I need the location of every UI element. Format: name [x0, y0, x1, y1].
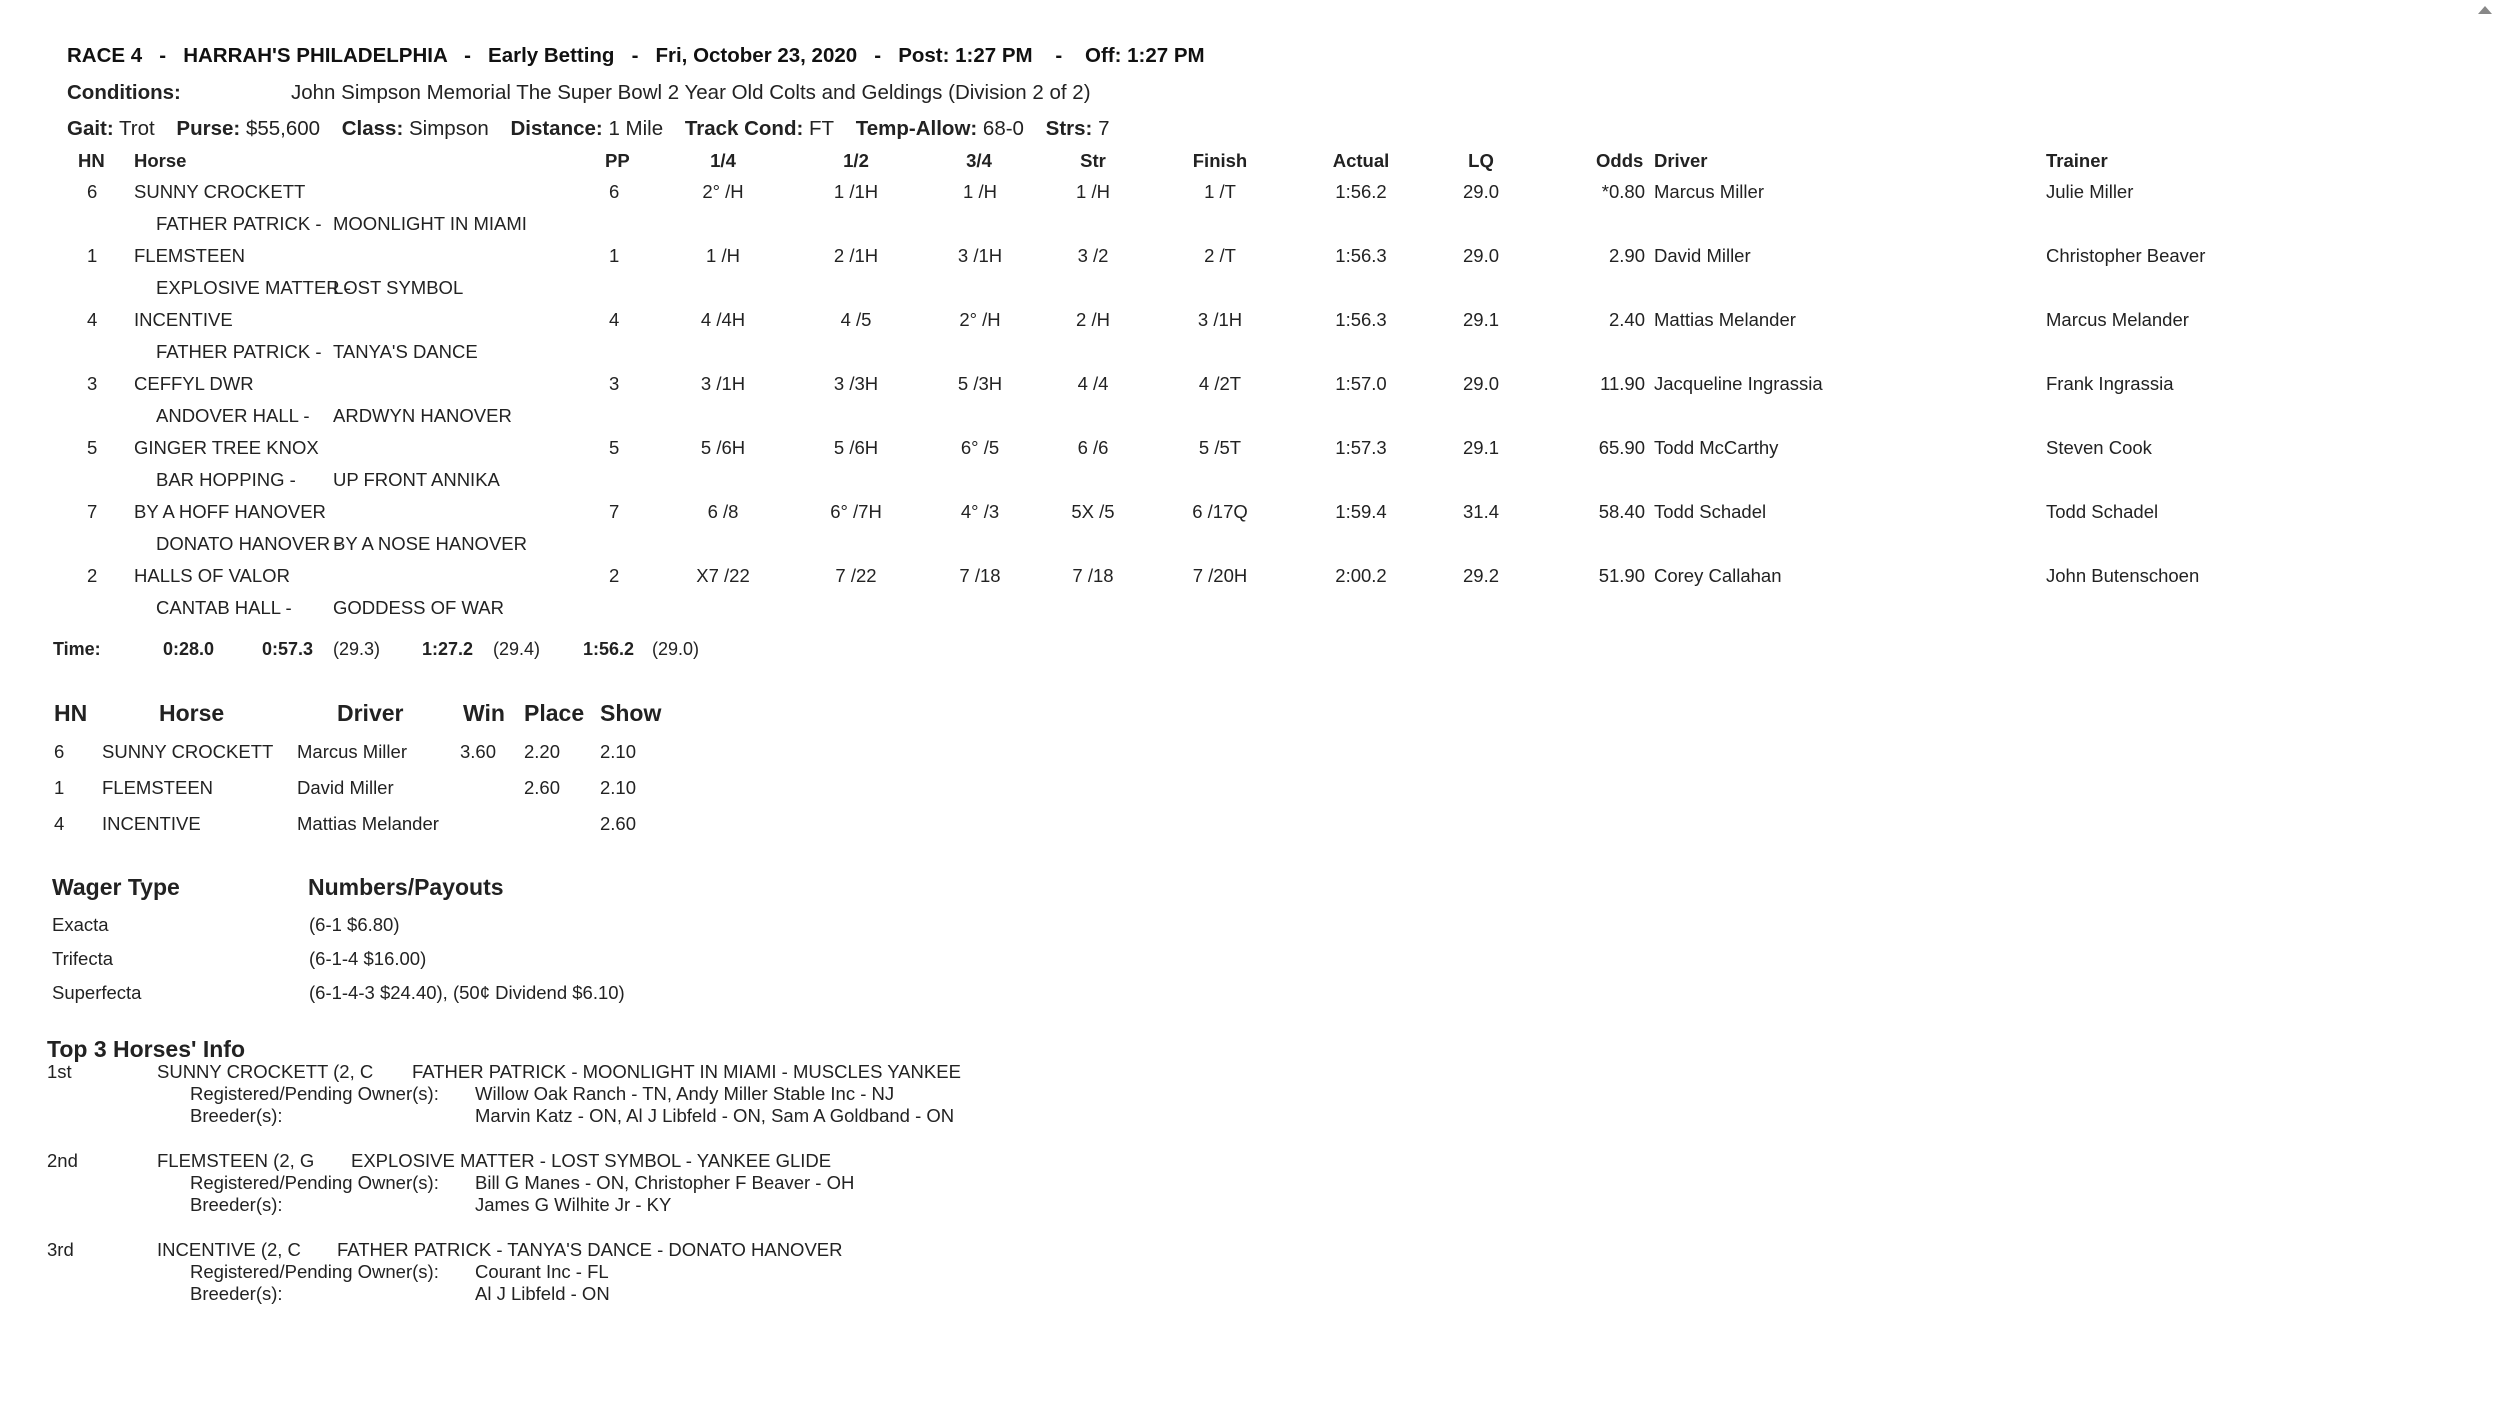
actual-time: 1:56.2 [1335, 181, 1387, 202]
quarter-position: 4 /4H [700, 309, 746, 330]
class-label: Class: [341, 117, 404, 140]
actual-time: 1:59.4 [1335, 501, 1387, 522]
three-quarter-position: 4° /3 [960, 501, 1000, 522]
track-cond-value: FT [809, 117, 835, 140]
col-header-three-quarter: 3/4 [966, 150, 992, 171]
race-date: Fri, October 23, 2020 [655, 44, 858, 67]
horse-name: SUNNY CROCKETT [134, 181, 306, 202]
finish-position: 4 /2T [1198, 373, 1242, 394]
place-payout: 2.20 [524, 741, 561, 762]
sire-name: FATHER PATRICK - [156, 341, 322, 362]
finish-position: 3 /1H [1197, 309, 1243, 330]
breeders-label: Breeder(s): [190, 1194, 283, 1215]
horse-number: 7 [87, 501, 98, 522]
horse-number: 3 [87, 373, 98, 394]
horse-name: FLEMSTEEN [134, 245, 246, 266]
col-header-trainer: Trainer [2046, 150, 2108, 171]
betting-status: Early Betting [488, 44, 615, 67]
quarter-position: 3 /1H [700, 373, 746, 394]
pedigree: EXPLOSIVE MATTER - LOST SYMBOL - YANKEE GLIDE [351, 1150, 832, 1171]
half-position: 6° /7H [830, 501, 882, 522]
distance-label: Distance: [510, 117, 603, 140]
owners: Courant Inc - FL [475, 1261, 609, 1282]
last-quarter: 29.0 [1462, 245, 1500, 266]
horse-name: FLEMSTEEN (2, G [157, 1150, 315, 1171]
separator: - [631, 44, 639, 67]
driver-name: Todd McCarthy [1654, 437, 1779, 458]
horse-name: FLEMSTEEN [102, 777, 214, 798]
three-quarter-position: 2° /H [959, 309, 1001, 330]
conditions-text: John Simpson Memorial The Super Bowl 2 Year Old Colts and Geldings (Division 2 of 2) [291, 81, 1091, 104]
col-header-hn: HN [78, 150, 105, 171]
time-half: 0:57.3 [262, 639, 314, 659]
dam-name: UP FRONT ANNIKA [333, 469, 500, 490]
col-header-half: 1/2 [843, 150, 869, 171]
actual-time: 1:56.3 [1335, 309, 1387, 330]
wps-header-hn: HN [54, 700, 88, 726]
wager-payout: (6-1-4 $16.00) [309, 948, 427, 969]
stretch-position: 3 /2 [1077, 245, 1109, 266]
odds: 2.90 [1608, 245, 1645, 266]
trainer-name: John Butenschoen [2046, 565, 2200, 586]
dam-name: TANYA'S DANCE [333, 341, 478, 362]
trainer-name: Steven Cook [2046, 437, 2152, 458]
col-header-quarter: 1/4 [710, 150, 736, 171]
finish-position: 7 /20H [1192, 565, 1248, 586]
race-info-line [67, 117, 1109, 141]
horse-number: 1 [54, 777, 65, 798]
last-quarter: 29.0 [1462, 373, 1500, 394]
time-three-quarter-split: (29.4) [493, 639, 541, 659]
top3-title: Top 3 Horses' Info [47, 1036, 246, 1062]
place-payout: 2.60 [524, 777, 561, 798]
horse-name: HALLS OF VALOR [134, 565, 290, 586]
track-cond-label: Track Cond: [684, 117, 804, 140]
wps-header-place: Place [524, 700, 585, 726]
driver-name: Corey Callahan [1654, 565, 1782, 586]
half-position: 2 /1H [833, 245, 879, 266]
time-label: Time: [53, 639, 101, 659]
last-quarter: 29.0 [1462, 181, 1500, 202]
dam-name: LOST SYMBOL [333, 277, 464, 298]
post-position: 2 [609, 565, 620, 586]
quarter-position: 1 /H [706, 245, 740, 266]
quarter-position: X7 /22 [696, 565, 750, 586]
stretch-position: 5X /5 [1071, 501, 1115, 522]
driver-name: Jacqueline Ingrassia [1654, 373, 1823, 394]
finish-position: 1 /T [1204, 181, 1236, 202]
time-quarter: 0:28.0 [163, 639, 215, 659]
show-payout: 2.10 [600, 777, 637, 798]
breeders: Al J Libfeld - ON [475, 1283, 610, 1304]
wager-type: Trifecta [52, 948, 113, 969]
stretch-position: 7 /18 [1072, 565, 1114, 586]
show-payout: 2.60 [600, 813, 637, 834]
quarter-position: 5 /6H [700, 437, 746, 458]
temp-allow-label: Temp-Allow: [855, 117, 978, 140]
finish-place: 2nd [47, 1150, 78, 1171]
driver-name: Mattias Melander [1654, 309, 1796, 330]
col-header-driver: Driver [1654, 150, 1708, 171]
purse-label: Purse: [176, 117, 241, 140]
wps-header-show: Show [600, 700, 662, 726]
odds: 65.90 [1598, 437, 1645, 458]
horse-number: 2 [87, 565, 98, 586]
post-position: 3 [609, 373, 620, 394]
col-header-odds: Odds [1596, 150, 1644, 171]
horse-name: BY A HOFF HANOVER [134, 501, 326, 522]
post-position: 1 [609, 245, 620, 266]
trainer-name: Julie Miller [2046, 181, 2134, 202]
col-header-finish: Finish [1192, 150, 1248, 171]
finish-place: 1st [47, 1061, 72, 1082]
pedigree: FATHER PATRICK - MOONLIGHT IN MIAMI - MUSCLES YANKEE [412, 1061, 961, 1082]
gait-value: Trot [119, 117, 155, 140]
track-name: HARRAH'S PHILADELPHIA [183, 44, 447, 67]
wager-payouts-header: Numbers/Payouts [308, 874, 504, 900]
driver-name: Mattias Melander [297, 813, 439, 834]
wps-header-win: Win [463, 700, 505, 726]
post-time: Post: 1:27 PM [898, 44, 1033, 67]
off-time: Off: 1:27 PM [1085, 44, 1205, 67]
time-final: 1:56.2 [583, 639, 635, 659]
sire-name: DONATO HANOVER - [156, 533, 342, 554]
post-position: 5 [609, 437, 620, 458]
horse-number: 6 [54, 741, 65, 762]
three-quarter-position: 6° /5 [960, 437, 1000, 458]
finish-position: 5 /5T [1198, 437, 1242, 458]
breeders-label: Breeder(s): [190, 1105, 283, 1126]
class-value: Simpson [408, 117, 489, 140]
pedigree: FATHER PATRICK - TANYA'S DANCE - DONATO HANOVER [337, 1239, 843, 1260]
time-three-quarter: 1:27.2 [422, 639, 474, 659]
sire-name: ANDOVER HALL - [156, 405, 310, 426]
driver-name: Marcus Miller [297, 741, 407, 762]
last-quarter: 29.1 [1462, 309, 1500, 330]
dam-name: ARDWYN HANOVER [333, 405, 512, 426]
trainer-name: Frank Ingrassia [2046, 373, 2174, 394]
trainer-name: Christopher Beaver [2046, 245, 2206, 266]
time-half-split: (29.3) [333, 639, 381, 659]
horse-number: 4 [87, 309, 98, 330]
owners-label: Registered/Pending Owner(s): [190, 1083, 439, 1104]
col-header-pp: PP [605, 150, 630, 171]
breeders: Marvin Katz - ON, Al J Libfeld - ON, Sam A Goldband - ON [475, 1105, 955, 1126]
horse-number: 5 [87, 437, 98, 458]
finish-position: 6 /17Q [1192, 501, 1248, 522]
horse-number: 4 [54, 813, 65, 834]
actual-time: 1:56.3 [1335, 245, 1387, 266]
dam-name: BY A NOSE HANOVER [333, 533, 527, 554]
three-quarter-position: 3 /1H [957, 245, 1003, 266]
quarter-position: 2° /H [702, 181, 744, 202]
distance-value: 1 Mile [608, 117, 664, 140]
separator: - [464, 44, 471, 67]
separator: - [1055, 44, 1063, 67]
half-position: 4 /5 [840, 309, 872, 330]
sire-name: CANTAB HALL - [156, 597, 292, 618]
horse-name: SUNNY CROCKETT (2, C [157, 1061, 374, 1082]
stretch-position: 1 /H [1076, 181, 1110, 202]
win-payout: 3.60 [460, 741, 497, 762]
wps-header-horse: Horse [159, 700, 225, 726]
odds: 11.90 [1600, 373, 1645, 394]
horse-name: INCENTIVE [134, 309, 233, 330]
quarter-position: 6 /8 [707, 501, 739, 522]
post-position: 4 [609, 309, 620, 330]
actual-time: 2:00.2 [1335, 565, 1387, 586]
odds: 51.90 [1598, 565, 1645, 586]
owners: Bill G Manes - ON, Christopher F Beaver - OH [475, 1172, 855, 1193]
sire-name: FATHER PATRICK - [156, 213, 322, 234]
purse-value: $55,600 [245, 117, 321, 140]
stretch-position: 4 /4 [1077, 373, 1109, 394]
finish-position: 2 /T [1204, 245, 1236, 266]
wps-header-driver: Driver [337, 700, 404, 726]
last-quarter: 29.2 [1462, 565, 1500, 586]
time-final-split: (29.0) [652, 639, 700, 659]
wager-payout: (6-1-4-3 $24.40), (50¢ Dividend $6.10) [309, 982, 625, 1003]
horse-name: GINGER TREE KNOX [134, 437, 319, 458]
col-header-actual: Actual [1332, 150, 1390, 171]
wager-payout: (6-1 $6.80) [309, 914, 400, 935]
horse-number: 6 [87, 181, 98, 202]
trainer-name: Todd Schadel [2046, 501, 2159, 522]
three-quarter-position: 1 /H [963, 181, 997, 202]
stretch-position: 2 /H [1076, 309, 1110, 330]
actual-time: 1:57.0 [1335, 373, 1387, 394]
breeders-label: Breeder(s): [190, 1283, 283, 1304]
dam-name: MOONLIGHT IN MIAMI [333, 213, 527, 234]
post-position: 7 [609, 501, 620, 522]
breeders: James G Wilhite Jr - KY [475, 1194, 672, 1215]
conditions-line [67, 81, 1091, 105]
scroll-up-arrow-icon[interactable] [2478, 6, 2492, 14]
trainer-name: Marcus Melander [2046, 309, 2189, 330]
sire-name: EXPLOSIVE MATTER - [156, 277, 351, 298]
col-header-stretch: Str [1080, 150, 1106, 171]
three-quarter-position: 5 /3H [957, 373, 1003, 394]
finish-place: 3rd [47, 1239, 74, 1260]
owners-label: Registered/Pending Owner(s): [190, 1172, 439, 1193]
owners-label: Registered/Pending Owner(s): [190, 1261, 439, 1282]
stretch-position: 6 /6 [1077, 437, 1109, 458]
odds: 58.40 [1598, 501, 1645, 522]
driver-name: Marcus Miller [1654, 181, 1764, 202]
dam-name: GODDESS OF WAR [333, 597, 504, 618]
half-position: 5 /6H [833, 437, 879, 458]
separator: - [159, 44, 167, 67]
horse-name: INCENTIVE (2, C [157, 1239, 301, 1260]
show-payout: 2.10 [600, 741, 637, 762]
actual-time: 1:57.3 [1335, 437, 1387, 458]
half-position: 1 /1H [833, 181, 879, 202]
last-quarter: 29.1 [1462, 437, 1500, 458]
wager-type: Superfecta [52, 982, 142, 1003]
last-quarter: 31.4 [1462, 501, 1500, 522]
three-quarter-position: 7 /18 [959, 565, 1001, 586]
col-header-lq: LQ [1468, 150, 1494, 171]
sire-name: BAR HOPPING - [156, 469, 296, 490]
conditions-label: Conditions: [67, 81, 181, 104]
horse-name: INCENTIVE [102, 813, 201, 834]
separator: - [874, 44, 882, 67]
odds: *0.80 [1601, 181, 1645, 202]
horse-name: CEFFYL DWR [134, 373, 254, 394]
driver-name: David Miller [297, 777, 394, 798]
starters-value: 7 [1098, 117, 1110, 140]
temp-allow-value: 68-0 [982, 117, 1024, 140]
gait-label: Gait: [67, 117, 114, 140]
starters-label: Strs: [1045, 117, 1093, 140]
horse-name: SUNNY CROCKETT [102, 741, 274, 762]
half-position: 7 /22 [835, 565, 877, 586]
wager-type: Exacta [52, 914, 109, 935]
owners: Willow Oak Ranch - TN, Andy Miller Stable Inc - NJ [475, 1083, 895, 1104]
race-number: RACE 4 [67, 44, 143, 67]
race-header [67, 44, 1205, 68]
odds: 2.40 [1608, 309, 1645, 330]
half-position: 3 /3H [833, 373, 879, 394]
driver-name: David Miller [1654, 245, 1751, 266]
col-header-horse: Horse [134, 150, 187, 171]
wager-type-header: Wager Type [52, 874, 180, 900]
post-position: 6 [609, 181, 620, 202]
horse-number: 1 [87, 245, 98, 266]
driver-name: Todd Schadel [1654, 501, 1767, 522]
